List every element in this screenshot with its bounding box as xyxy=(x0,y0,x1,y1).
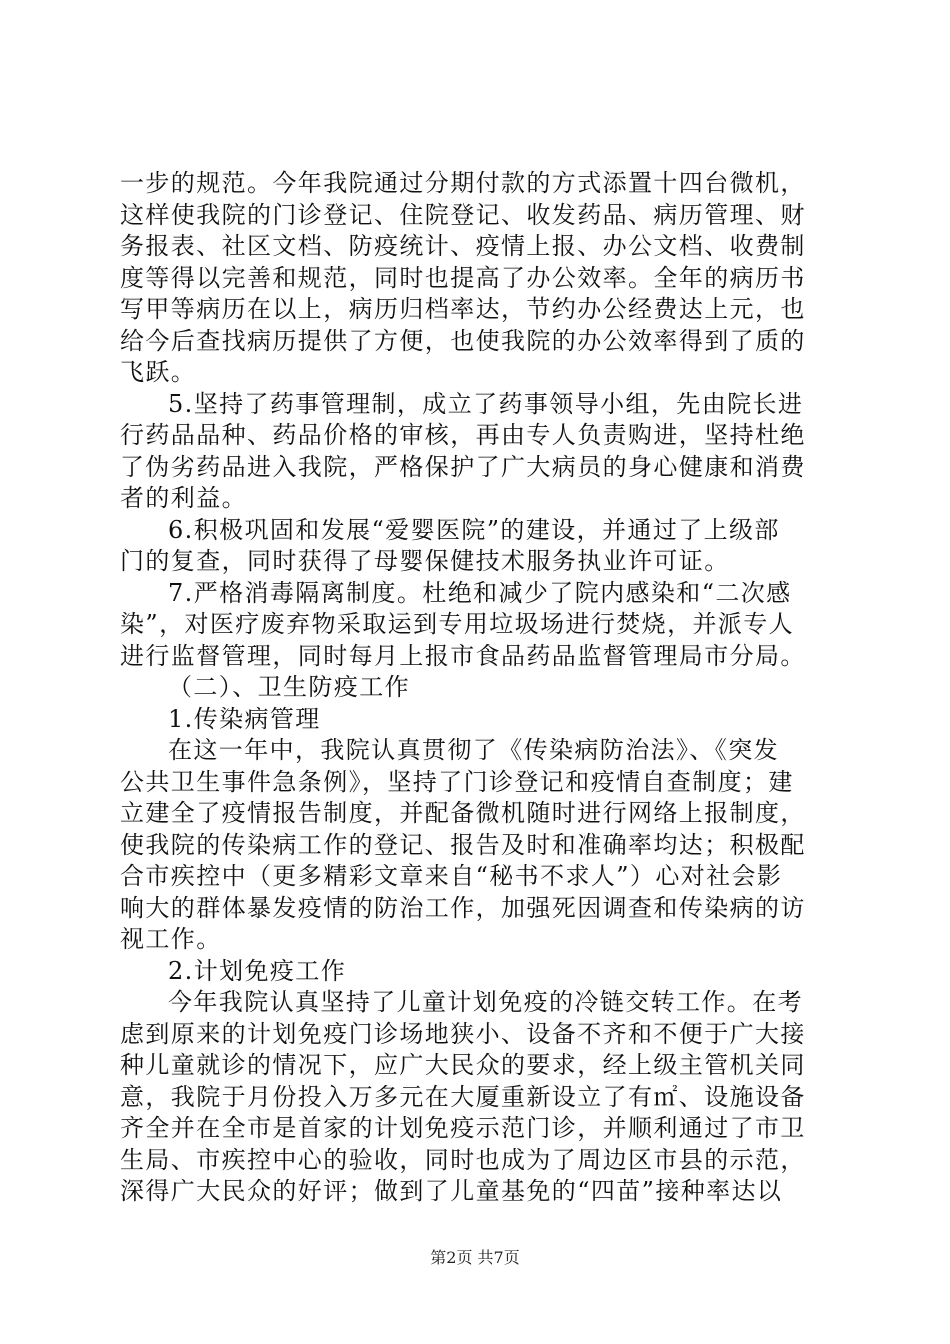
text-line: 行药品品种、药品价格的审核，再由专人负责购进，坚持杜绝 xyxy=(120,421,806,449)
text-line: 6.积极巩固和发展“爱婴医院”的建设，并通过了上级部 xyxy=(168,515,780,544)
text-line: 这样使我院的门诊登记、住院登记、收发药品、病历管理、财 xyxy=(120,200,806,229)
text-line: 响大的群体暴发疫情的防治工作，加强死因调查和传染病的访 xyxy=(120,893,806,922)
text-line: 在这一年中，我院认真贯彻了《传染病防治法》、《突发 xyxy=(168,736,779,764)
text-line: 合市疾控中（更多精彩文章来自“秘书不求人”）心对社会影 xyxy=(120,862,783,890)
text-line: 1.传染病管理 xyxy=(168,704,321,733)
text-line: 给今后查找病历提供了方便，也使我院的办公效率得到了质的 xyxy=(120,326,806,355)
text-line: 务报表、社区文档、防疫统计、疫情上报、办公文档、收费制 xyxy=(120,232,806,260)
text-line: 一步的规范。今年我院通过分期付款的方式添置十四台微机， xyxy=(120,169,806,197)
text-line: 了伪劣药品进入我院，严格保护了广大病员的身心健康和消费 xyxy=(120,452,806,481)
text-line: 写甲等病历在以上，病历归档率达，节约办公经费达上元，也 xyxy=(120,295,806,323)
text-line: 今年我院认真坚持了儿童计划免疫的冷链交转工作。在考 xyxy=(168,988,803,1016)
text-line: 意，我院于月份投入万多元在大厦重新设立了有㎡、设施设备 xyxy=(120,1082,806,1111)
text-line: 进行监督管理，同时每月上报市食品药品监督管理局市分局。 xyxy=(120,641,806,670)
text-line: 飞跃。 xyxy=(120,358,197,386)
page-footer: 第2页 共7页 xyxy=(430,1248,520,1267)
document-body xyxy=(120,168,832,1208)
text-line: 使我院的传染病工作的登记、报告及时和准确率均达；积极配 xyxy=(120,830,806,859)
text-line: 7.严格消毒隔离制度。杜绝和减少了院内感染和“二次感 xyxy=(168,578,792,607)
text-line: 视工作。 xyxy=(120,925,222,953)
text-line: 者的利益。 xyxy=(120,484,247,512)
text-line: （二）、卫生防疫工作 xyxy=(168,673,410,701)
text-line: 生局、市疾控中心的验收，同时也成为了周边区市县的示范， xyxy=(120,1145,806,1174)
text-line: 度等得以完善和规范，同时也提高了办公效率。全年的病历书 xyxy=(120,263,806,292)
text-line: 5.坚持了药事管理制，成立了药事领导小组，先由院长进 xyxy=(168,389,804,418)
text-line: 染”，对医疗废弃物采取运到专用垃圾场进行焚烧，并派专人 xyxy=(120,610,795,638)
text-line: 齐全并在全市是首家的计划免疫示范门诊，并顺利通过了市卫 xyxy=(120,1114,806,1142)
text-line: 公共卫生事件急条例》，坚持了门诊登记和疫情自查制度；建 xyxy=(120,767,794,796)
text-line: 立建全了疫情报告制度，并配备微机随时进行网络上报制度， xyxy=(120,799,806,827)
text-line: 深得广大民众的好评；做到了儿童基免的“四苗”接种率达以 xyxy=(120,1177,783,1205)
text-line: 2.计划免疫工作 xyxy=(168,956,347,985)
text-line: 门的复查，同时获得了母婴保健技术服务执业许可证。 xyxy=(120,547,730,575)
text-line: 种儿童就诊的情况下，应广大民众的要求，经上级主管机关同 xyxy=(120,1051,806,1079)
text-line: 虑到原来的计划免疫门诊场地狭小、设备不齐和不便于广大接 xyxy=(120,1019,806,1048)
